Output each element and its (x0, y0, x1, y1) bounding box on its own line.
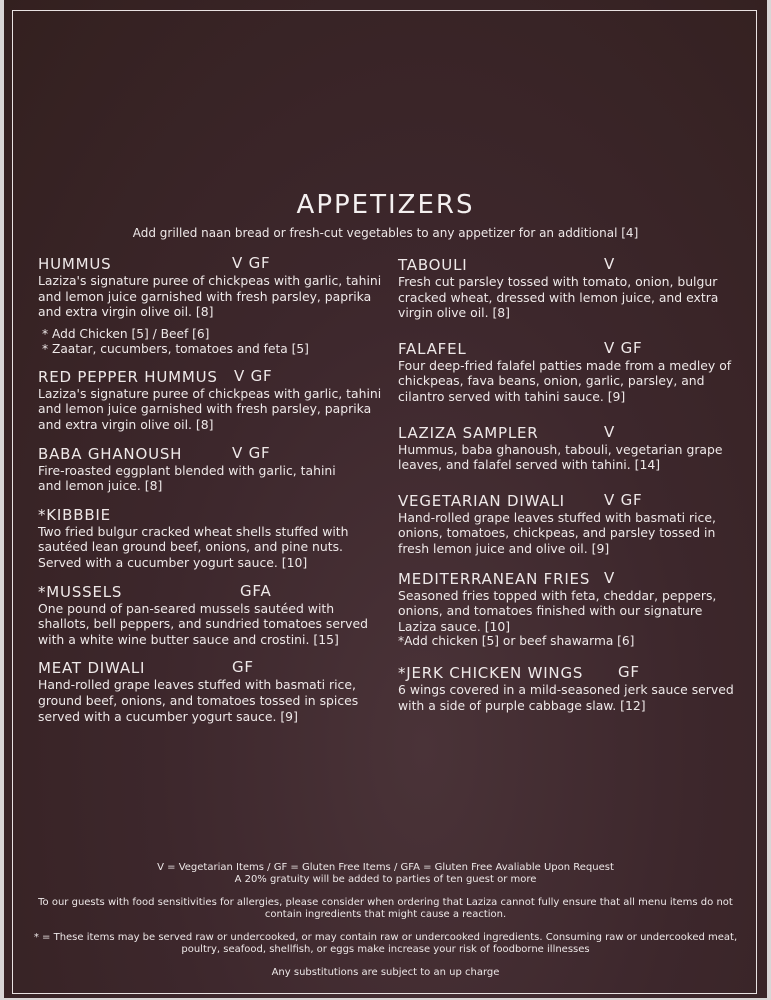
menu-item-meat-diwali (38, 658, 383, 724)
menu-item-red-pepper-hummus (38, 367, 383, 433)
item-name: MEDITERRANEAN FRIES (398, 569, 591, 588)
menu-item-kibbbie (38, 505, 383, 571)
item-description: Seasoned fries topped with feta, cheddar, peppers, onions, and tomatoes finished with our signature Laziza sauce. [10] (398, 587, 717, 634)
dietary-tag: V GF (234, 366, 273, 385)
gratuity-notice: A 20% gratuity will be added to parties of ten guest or more (234, 874, 537, 885)
raw-food-warning: * = These items may be served raw or undercooked, or may contain raw or undercooked ingredients. Consuming raw or undercooked meat, poultry, seafood, shellfish, or eggs make increase your risk of foodborne illnesses (33, 932, 738, 955)
item-description: Hummus, baba ghanoush, tabouli, vegetarian grape leaves, and falafel served with tahini. [14] (398, 441, 723, 473)
dietary-tag: GF (618, 663, 640, 682)
right-menu-column (398, 255, 738, 725)
dietary-tag: V (604, 255, 616, 273)
dietary-tag: V GF (232, 443, 271, 462)
menu-item-falafel (398, 339, 738, 405)
menu-footer (24, 862, 747, 990)
item-name: HUMMUS (38, 255, 112, 273)
dietary-legend: V = Vegetarian Items / GF = Gluten Free Items / GFA = Gluten Free Avaliable Upon Request (157, 862, 614, 873)
dietary-tag: V (604, 568, 616, 587)
page-title: APPETIZERS (296, 190, 475, 220)
item-addon: *Add chicken [5] or beef shawarma [6] (398, 634, 635, 649)
item-name: *KIBBBIE (38, 505, 111, 524)
menu-item-jerk-chicken-wings (398, 663, 738, 713)
item-name: BABA GHANOUSH (38, 444, 183, 463)
dietary-tag: GF (232, 658, 254, 677)
menu-page (4, 0, 767, 998)
item-description: Laziza's signature puree of chickpeas with garlic, tahini and lemon juice garnished with fresh parsley, paprika and extra virgin olive oil. [8] (38, 385, 382, 432)
item-addon: * Zaatar, cucumbers, tomatoes and feta [5] (42, 341, 309, 356)
menu-item-vegetarian-diwali (398, 491, 738, 557)
menu-item-baba-ghanoush (38, 444, 383, 494)
item-name: TABOULI (398, 256, 468, 274)
left-menu-column (38, 254, 383, 735)
menu-item-mussels (38, 582, 383, 648)
dietary-tag: V GF (604, 490, 643, 509)
menu-item-tabouli (398, 255, 738, 321)
item-description: Two fried bulgur cracked wheat shells stuffed with sautéed lean ground beef, onions, and pine nuts. Served with a cucumber yogurt sauce. [10] (38, 523, 349, 570)
item-description: 6 wings covered in a mild-seasoned jerk sauce served with a side of purple cabbage slaw. [12] (398, 682, 734, 713)
item-name: MEAT DIWALI (38, 659, 146, 678)
item-description: Laziza's signature puree of chickpeas with garlic, tahini and lemon juice garnished with fresh parsley, paprika and extra virgin olive oil. [8] (38, 273, 382, 320)
item-description: Fresh cut parsley tossed with tomato, onion, bulgur cracked wheat, dressed with lemon juice, and extra virgin olive oil. [8] (398, 274, 719, 321)
allergy-notice: To our guests with food sensitivities for allergies, please consider when ordering that Laziza cannot fully ensure that all menu items do not contain ingredients that might cause a reaction. (38, 897, 733, 920)
item-description: Hand-rolled grape leaves stuffed with basmati rice, onions, tomatoes, chickpeas, and parsley tossed in fresh lemon juice and olive oil. [9] (398, 509, 716, 556)
item-description: Four deep-fried falafel patties made from a medley of chickpeas, fava beans, onion, garlic, parsley, and cilantro served with tahini sauce. [9] (398, 357, 732, 404)
dietary-tag: GFA (240, 581, 272, 600)
substitution-notice: Any substitutions are subject to an up charge (271, 967, 500, 978)
menu-item-laziza-sampler (398, 423, 738, 473)
menu-item-hummus (38, 254, 383, 357)
dietary-tag: V GF (604, 338, 643, 357)
item-name: VEGETARIAN DIWALI (398, 491, 565, 510)
item-description: One pound of pan-seared mussels sautéed with shallots, bell peppers, and sundried tomatoes served with a white wine butter sauce and crostini. [15] (38, 600, 368, 647)
menu-item-mediterranean-fries (398, 569, 738, 650)
item-name: *JERK CHICKEN WINGS (398, 664, 584, 683)
item-name: LAZIZA SAMPLER (398, 423, 539, 442)
item-description: Fire-roasted eggplant blended with garlic, tahini and lemon juice. [8] (38, 462, 336, 494)
item-addon: * Add Chicken [5] / Beef [6] (42, 326, 210, 341)
dietary-tag: V (604, 422, 616, 441)
dietary-tag: V GF (232, 254, 271, 272)
item-name: *MUSSELS (38, 582, 123, 601)
page-subtitle: Add grilled naan bread or fresh-cut vegetables to any appetizer for an additional [4] (132, 226, 639, 240)
item-name: RED PEPPER HUMMUS (38, 367, 218, 386)
item-name: FALAFEL (398, 339, 467, 358)
item-description: Hand-rolled grape leaves stuffed with basmati rice, ground beef, onions, and tomatoes tossed in spices served with a cucumber yogurt sauce. [9] (38, 677, 359, 724)
